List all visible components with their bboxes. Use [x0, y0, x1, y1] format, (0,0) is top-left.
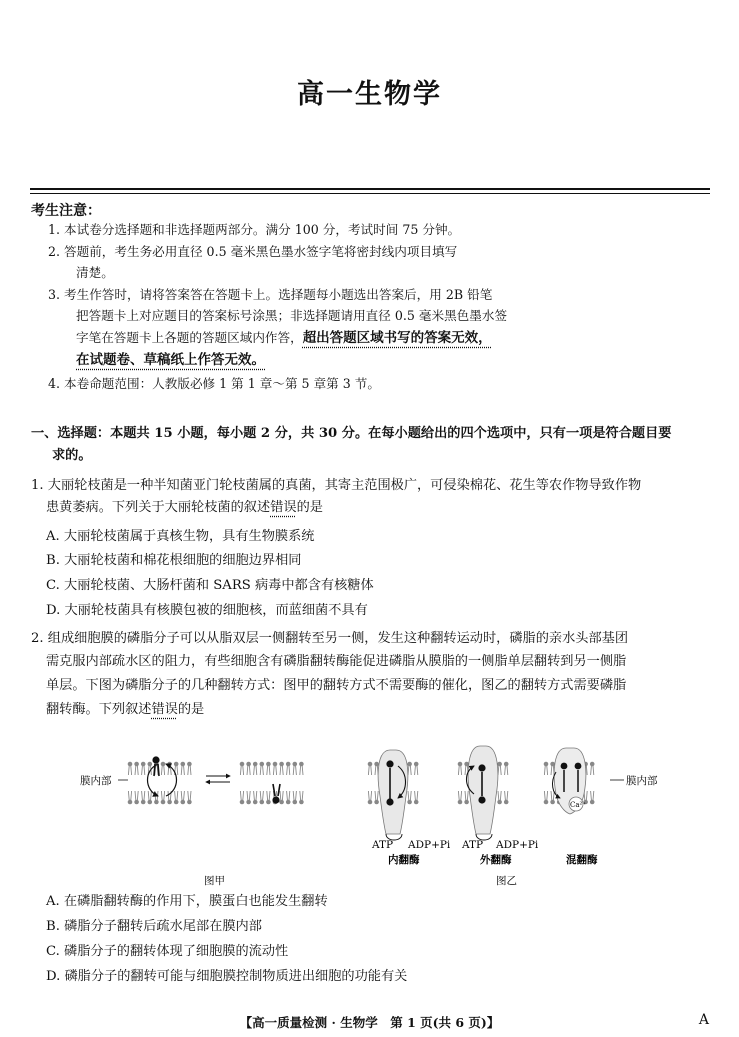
lipid-outer — [260, 762, 265, 775]
atp-label-2: ATP — [462, 839, 484, 851]
lipid-outer — [293, 762, 298, 775]
notice-line-3: 3. 考生作答时，请将答案答在答题卡上。选择题每小题选出答案后，用 2B 铅笔 — [48, 287, 493, 302]
lipid-outer — [458, 762, 463, 775]
lipid-outer — [174, 762, 179, 775]
enzyme-label-outer: 外翻酶 — [480, 854, 512, 866]
lipid-outer — [240, 762, 245, 775]
lipid-inner — [293, 791, 298, 804]
page-footer: 【高一质量检测 · 生物学 第 1 页(共 6 页)】 — [239, 1015, 500, 1030]
lipid-outer — [590, 762, 595, 775]
lipid-inner — [134, 791, 139, 804]
bilayer-a2 — [240, 762, 304, 805]
q1-option-c: C. 大丽轮枝菌、大肠杆菌和 SARS 病毒中都含有核糖体 — [46, 578, 374, 593]
lipid-inner — [458, 791, 463, 804]
section-heading: 一、选择题：本题共 15 小题，每小题 2 分，共 30 分。在每小题给出的四个选项中，只有一项是符合题目要 — [31, 426, 672, 441]
lipid-outer — [286, 762, 291, 775]
lipid-outer — [246, 762, 251, 775]
figure-b-label-inner: 膜内部 — [626, 775, 658, 787]
q1-stem-2-post: 的是 — [296, 500, 323, 515]
q1-option-b: B. 大丽轮枝菌和棉花根细胞的细胞边界相同 — [46, 553, 302, 568]
figure-b-caption: 图乙 — [496, 875, 517, 887]
lipid-inner — [299, 791, 304, 804]
q2-option-a: A. 在磷脂翻转酶的作用下，膜蛋白也能发生翻转 — [46, 894, 328, 909]
enzyme-outer — [467, 746, 498, 834]
figure-a-label-inner: 膜内部 — [80, 775, 112, 787]
lipid-outer — [141, 762, 146, 775]
lipid-outer — [544, 762, 549, 775]
lipid-inner — [544, 791, 549, 804]
lipid-inner — [504, 791, 509, 804]
notice-line-3c — [76, 328, 492, 348]
lipid-inner — [260, 791, 265, 804]
lipid-inner — [497, 791, 502, 804]
q1-emphasis-word: 错误 — [270, 500, 297, 515]
adp-label-2: ADP+Pi — [496, 839, 539, 851]
notice-line-3c-text: 字笔在答题卡上各题的答题区域内作答， — [76, 330, 303, 345]
q2-option-b: B. 磷脂分子翻转后疏水尾部在膜内部 — [46, 919, 262, 934]
q2-stem-4-post: 的是 — [177, 702, 205, 717]
q1-stem-2-pre: 患黄萎病。下列关于大丽轮枝菌的叙述 — [46, 500, 271, 515]
atp-label-1: ATP — [372, 839, 394, 851]
lipid-outer — [128, 762, 133, 775]
enzyme-label-inner: 内翻酶 — [388, 854, 420, 866]
q2-stem-4-pre: 翻转酶。下列叙述 — [46, 702, 152, 717]
lipid-inner — [141, 791, 146, 804]
notice-line-1: 1. 本试卷分选择题和非选择题两部分。满分 100 分，考试时间 75 分钟。 — [48, 222, 461, 237]
lipid-inner — [240, 791, 245, 804]
lipid-outer — [253, 762, 258, 775]
lipid-inner — [464, 791, 469, 804]
lipid-outer — [181, 762, 186, 775]
section-heading-cont: 求的。 — [52, 448, 92, 463]
equilibrium-arrows — [206, 776, 230, 782]
notice-line-2b: 清楚。 — [76, 265, 114, 280]
membrane-flip-figure — [70, 742, 670, 890]
lipid-inner — [590, 791, 595, 804]
lipid-outer — [414, 762, 419, 775]
lipid-inner — [407, 791, 412, 804]
lipid-inner — [253, 791, 258, 804]
figure-a-caption: 图甲 — [204, 875, 225, 887]
lipid-inner — [174, 791, 179, 804]
q2-stem-1: 2. 组成细胞膜的磷脂分子可以从脂双层一侧翻转至另一侧，发生这种翻转运动时，磷脂的亲水头部基团 — [31, 631, 629, 646]
lipid-outer — [299, 762, 304, 775]
lipid-inner — [286, 791, 291, 804]
q2-stem-3: 单层。下图为磷脂分子的几种翻转方式：图甲的翻转方式不需要酶的催化，图乙的翻转方式需要磷脂 — [46, 678, 627, 693]
lipid-inner — [187, 791, 192, 804]
notice-line-3b: 把答题卡上对应题目的答案标号涂黑；非选择题请用直径 0.5 毫米黑色墨水签 — [76, 308, 508, 323]
notice-line-2: 2. 答题前，考生务必用直径 0.5 毫米黑色墨水签字笔将密封线内项目填写 — [48, 244, 458, 259]
lipid-inner — [161, 791, 166, 804]
q2-stem-2: 需克服内部疏水区的阻力，有些细胞含有磷脂翻转酶能促进磷脂从膜脂的一侧脂单层翻转到另一侧脂 — [46, 654, 627, 669]
lipid-inner — [154, 791, 159, 804]
header-rule-thin — [30, 193, 710, 194]
lipid-inner — [374, 791, 379, 804]
lipid-inner — [266, 791, 271, 804]
q2-emphasis-word: 错误 — [151, 702, 178, 717]
page-title: 高一生物学 — [297, 79, 442, 110]
lipid-outer — [161, 762, 166, 775]
notice-line-3d — [76, 350, 265, 370]
adp-label-1: ADP+Pi — [408, 839, 451, 851]
bilayer-a1 — [128, 762, 192, 805]
header-rule-thick — [30, 188, 710, 190]
calcium-label: Ca²⁺ — [570, 801, 587, 809]
enzyme-label-scramble: 混翻酶 — [566, 854, 598, 866]
notice-heading: 考生注意： — [31, 203, 101, 219]
lipid-inner — [148, 791, 153, 804]
lipid-outer — [266, 762, 271, 775]
paper-version-mark: A — [698, 1012, 709, 1028]
lipid-inner — [368, 791, 373, 804]
q1-stem-1: 1. 大丽轮枝菌是一种半知菌亚门轮枝菌属的真菌，其寄主范围极广，可侵染棉花、花生等农作物导致作物 — [31, 478, 642, 493]
q1-stem-2 — [46, 498, 323, 518]
q2-stem-4 — [46, 700, 204, 720]
lipid-outer — [167, 762, 172, 775]
lipid-inner — [279, 791, 284, 804]
lipid-outer — [279, 762, 284, 775]
q2-option-d: D. 磷脂分子的翻转可能与细胞膜控制物质进出细胞的功能有关 — [46, 969, 408, 984]
q1-option-d: D. 大丽轮枝菌具有核膜包被的细胞核，而蓝细菌不具有 — [46, 603, 368, 618]
q1-option-a: A. 大丽轮枝菌属于真核生物，具有生物膜系统 — [46, 529, 315, 544]
lipid-outer — [368, 762, 373, 775]
lipid-inner — [181, 791, 186, 804]
notice-line-4: 4. 本卷命题范围：人教版必修 1 第 1 章～第 5 章第 3 节。 — [48, 376, 380, 391]
lipid-outer — [134, 762, 139, 775]
enzyme-inner — [378, 750, 408, 834]
notice-emphasis-1: 超出答题区域书写的答案无效， — [302, 330, 492, 346]
notice-emphasis-2: 在试题卷、草稿纸上作答无效。 — [76, 352, 265, 368]
lipid-inner — [246, 791, 251, 804]
lipid-inner — [128, 791, 133, 804]
lipid-inner — [414, 791, 419, 804]
lipid-outer — [187, 762, 192, 775]
lipid-outer — [273, 762, 278, 775]
lipid-outer — [504, 762, 509, 775]
q2-option-c: C. 磷脂分子的翻转体现了细胞膜的流动性 — [46, 944, 289, 959]
